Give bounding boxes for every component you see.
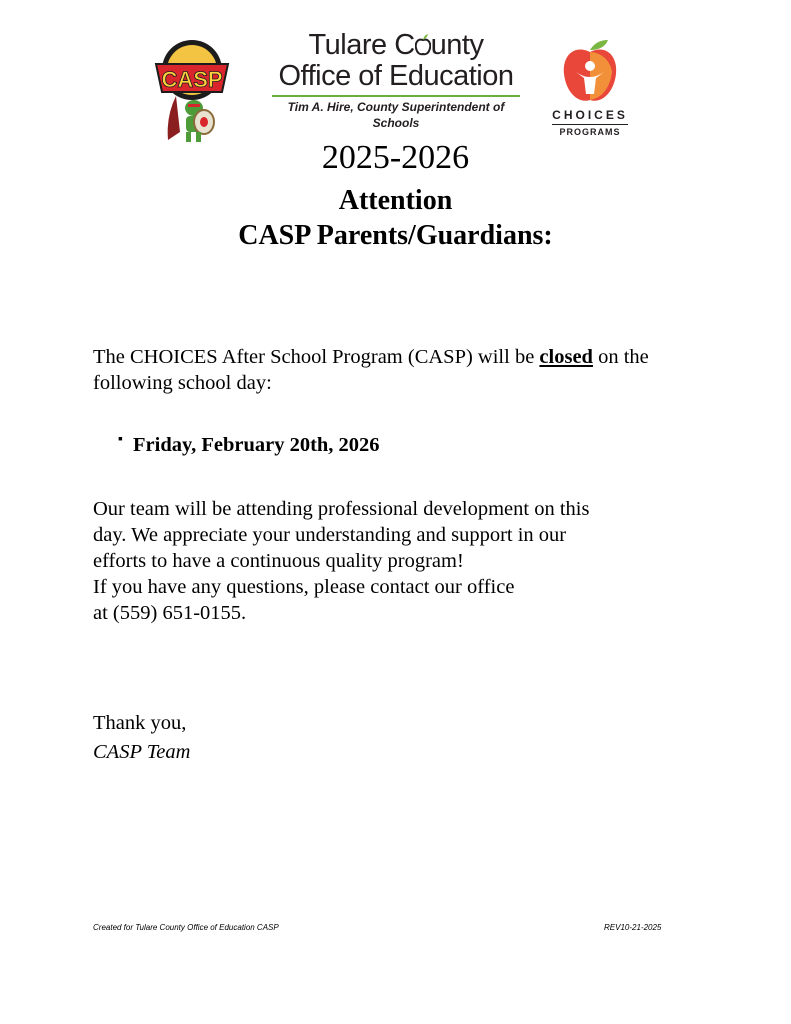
footer-revision: REV10-21-2025 [604,923,662,932]
school-year: 2025-2026 [321,139,470,176]
title-attention: Attention [338,185,453,216]
tcoe-logo-line2: Office of Education [278,60,514,92]
thank-you: Thank you, [93,712,187,734]
details-paragraph: Our team will be attending professional development on this day. We appreciate your understanding and support in our efforts to have a continuous quality program! If you have any questions, please contact our office at (559) 651-0155. [93,498,590,624]
apple-person-icon [540,38,640,108]
closure-paragraph: The CHOICES After School Program (CASP) will be closed on the following school day: [93,346,649,394]
bullet-marker: ▪ [118,432,123,447]
title-audience: CASP Parents/Guardians: [238,220,553,251]
apple-icon [415,30,431,50]
tcoe-logo-subtitle: Tim A. Hire, County Superintendent of Schools [287,100,505,130]
tcoe-logo [268,28,524,130]
choices-logo-word: CHOICES [552,108,628,122]
closure-date: Friday, February 20th, 2026 [133,434,380,456]
choices-logo-sub: PROGRAMS [559,127,621,137]
tcoe-logo-line1: Tulare C unty [308,29,484,61]
tcoe-logo-rule [272,95,520,97]
svg-text:CASP: CASP [161,67,223,92]
footer-credit: Created for Tulare County Office of Education CASP [93,923,279,932]
casp-mascot-icon [146,36,238,144]
choices-logo-rule [552,124,628,125]
choices-logo [540,38,640,142]
signature: CASP Team [93,741,191,763]
casp-logo [146,36,238,144]
closed-emphasis: closed [539,346,593,368]
